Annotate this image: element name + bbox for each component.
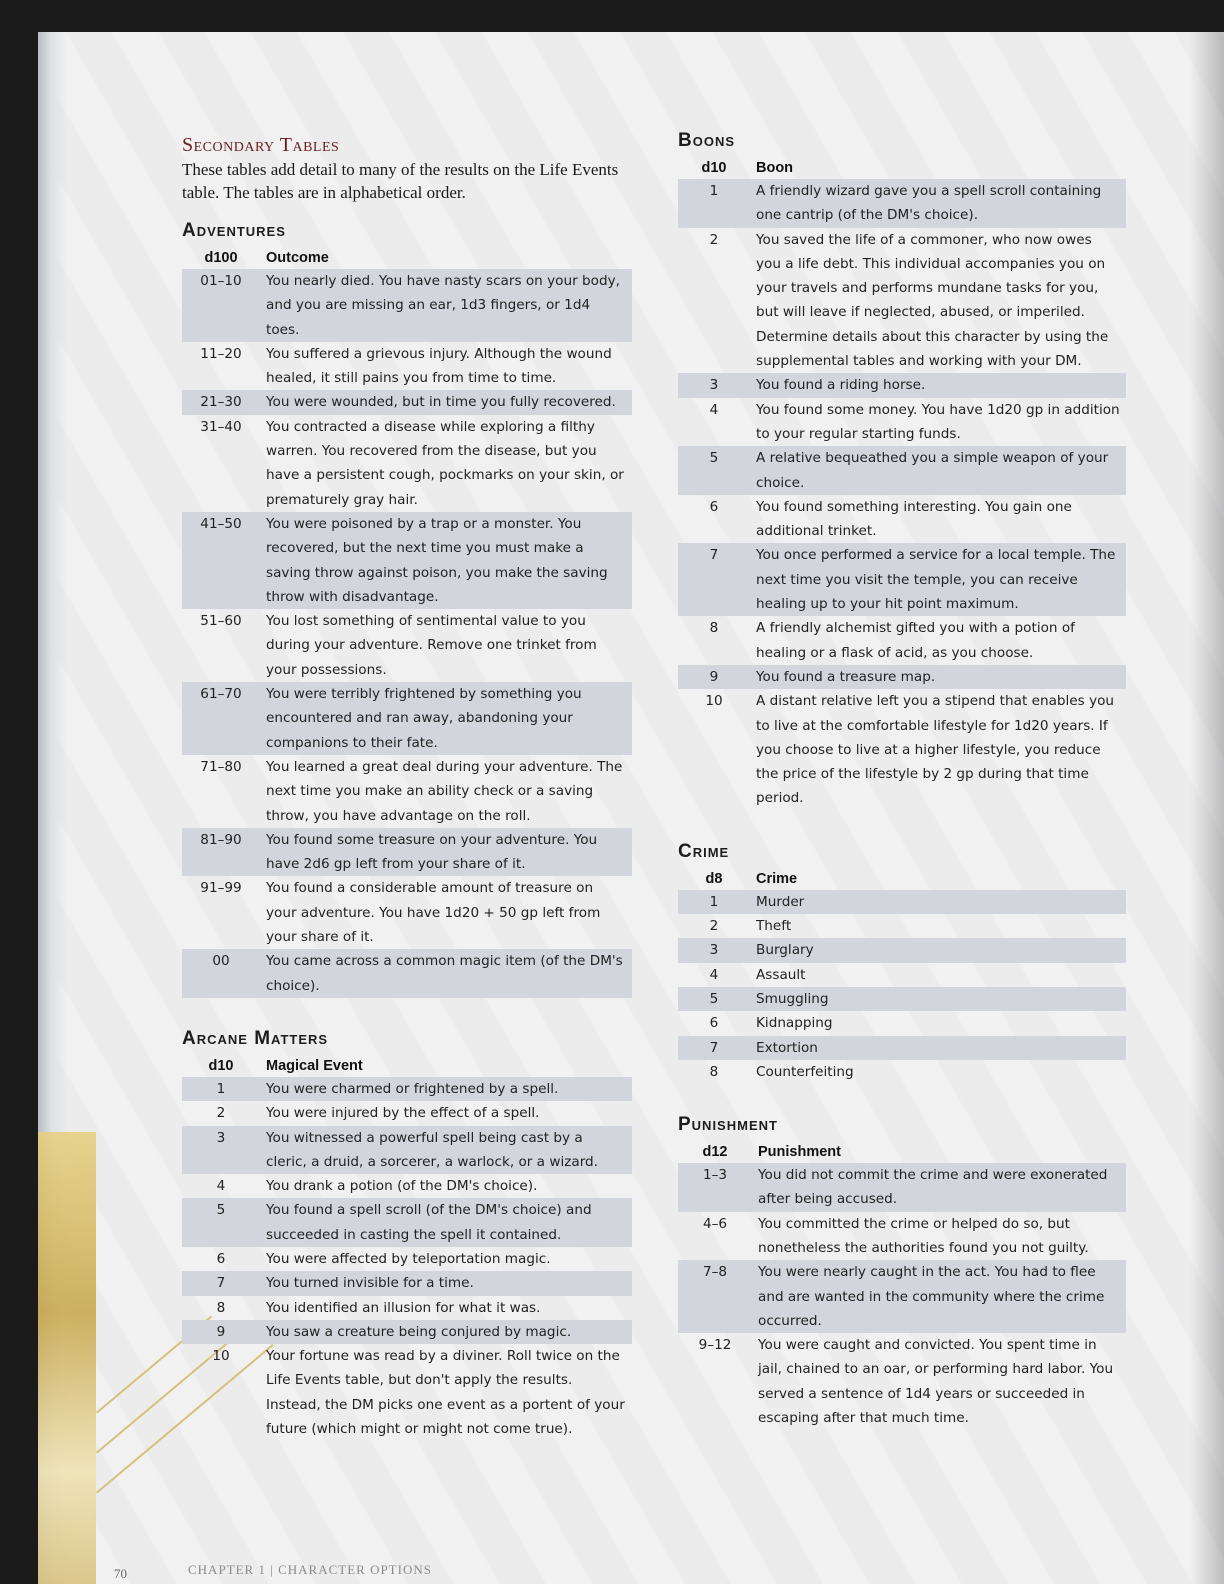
table-row xyxy=(182,1296,632,1320)
table-row xyxy=(678,1163,1126,1212)
die-roll-cell: 7 xyxy=(182,1271,260,1295)
page-fold-shadow xyxy=(1190,32,1224,1584)
text-column-header: Boon xyxy=(756,160,794,176)
result-text-cell: You found something interesting. You gain one additional trinket. xyxy=(756,498,1072,540)
die-roll-cell: 6 xyxy=(709,1015,719,1032)
text-column-header: Punishment xyxy=(758,1144,841,1161)
result-text-cell: You committed the crime or helped do so, but nonetheless the authorities found you not guilty. xyxy=(758,1215,1089,1256)
text-column-header: Crime xyxy=(756,870,798,887)
die-roll-cell: 8 xyxy=(709,620,719,637)
result-text-cell: You lost something of sentimental value to you during your adventure. Remove one trinket from your possessions. xyxy=(266,613,597,678)
table-row xyxy=(182,1126,632,1175)
result-text-cell: A friendly alchemist gifted you with a potion of healing or a flask of acid, as you choose. xyxy=(756,620,1075,661)
table-row xyxy=(182,512,632,609)
result-text-cell: You learned a great deal during your adventure. The next time you make an ability check or a saving throw, you have advantage on the roll. xyxy=(266,758,623,824)
die-roll-cell: 9 xyxy=(182,1320,260,1344)
table-row xyxy=(678,179,1126,228)
die-roll-cell: 4 xyxy=(216,1178,226,1195)
table-row xyxy=(678,890,1126,914)
boons-table xyxy=(678,130,1126,811)
table-row xyxy=(678,1333,1126,1430)
result-text-cell: You were caught and convicted. You spent time in jail, chained to an oar, or performing hard labor. You served a sentence of 1d4 years or succeeded in escaping after that much time. xyxy=(758,1337,1114,1427)
die-roll-cell: 3 xyxy=(678,938,750,962)
table-row xyxy=(678,1212,1126,1261)
result-text-cell: You once performed a service for a local temple. The next time you visit the temple, you can receive healing up to your hit point maximum. xyxy=(750,543,1126,616)
table-header-row xyxy=(182,1056,632,1077)
result-text-cell: You found a considerable amount of treasure on your adventure. You have 1d20 + 50 gp left from your share of it. xyxy=(266,880,601,946)
table-row xyxy=(182,682,632,755)
table-row xyxy=(678,1011,1126,1035)
die-roll-cell: 2 xyxy=(709,231,719,248)
die-roll-cell: 4 xyxy=(709,401,719,418)
result-text-cell: You came across a common magic item (of the DM's choice). xyxy=(260,949,632,998)
result-text-cell: You found a riding horse. xyxy=(750,373,1126,397)
result-text-cell: Your fortune was read by a diviner. Roll twice on the Life Events table, but don't apply the results. Instead, the DM picks one event as a portent of your future (which might or might not come true). xyxy=(266,1348,625,1438)
table-header-row xyxy=(678,869,1126,890)
table-row xyxy=(678,1260,1126,1333)
table-title: Arcane Matters xyxy=(182,1027,329,1049)
table-row xyxy=(678,938,1126,962)
gold-border-ornament xyxy=(38,1132,96,1584)
die-roll-cell: 9 xyxy=(678,665,750,689)
die-roll-cell: 31–40 xyxy=(200,418,242,435)
die-roll-cell: 61–70 xyxy=(182,682,260,755)
result-text-cell: You saved the life of a commoner, who now owes you a life debt. This individual accompanies you on your travels and performs mundane tasks for you, but will leave if neglected, abused, or imperiled. Determine details about this character by using the supplemental tables and working with your DM. xyxy=(756,231,1109,370)
table-row xyxy=(182,390,632,414)
result-text-cell: You were poisoned by a trap or a monster. You recovered, but the next time you must make a saving throw against poison, you make the saving throw with disadvantage. xyxy=(260,512,632,609)
result-text-cell: You turned invisible for a time. xyxy=(260,1271,632,1295)
die-roll-cell: 5 xyxy=(678,446,750,495)
die-roll-cell: 51–60 xyxy=(200,613,242,630)
section-heading: Secondary Tables xyxy=(182,134,340,156)
table-row xyxy=(182,609,632,682)
table-title: Crime xyxy=(678,840,730,862)
table-title: Boons xyxy=(678,130,736,151)
result-text-cell: Smuggling xyxy=(750,987,1126,1011)
die-roll-cell: 91–99 xyxy=(200,880,242,897)
die-roll-cell: 00 xyxy=(182,949,260,998)
result-text-cell: You were terribly frightened by something you encountered and ran away, abandoning your companions to their fate. xyxy=(260,682,632,755)
result-text-cell: Murder xyxy=(750,890,1126,914)
table-row xyxy=(182,1101,632,1125)
result-text-cell: Burglary xyxy=(750,938,1126,962)
result-text-cell: You drank a potion (of the DM's choice). xyxy=(266,1178,538,1195)
table-row xyxy=(678,1036,1126,1060)
punishment-table xyxy=(678,1114,1126,1430)
table-row xyxy=(678,914,1126,938)
result-text-cell: You were wounded, but in time you fully recovered. xyxy=(260,390,632,414)
die-roll-cell: 9–12 xyxy=(698,1337,732,1354)
table-row xyxy=(182,828,632,877)
crime-table xyxy=(678,841,1126,1084)
result-text-cell: You contracted a disease while exploring a filthy warren. You recovered from the disease, but you have a persistent cough, pockmarks on your skin, or prematurely gray hair. xyxy=(266,418,624,508)
table-title: Punishment xyxy=(678,1114,778,1136)
right-column xyxy=(678,130,1126,1460)
text-column-header: Magical Event xyxy=(266,1057,363,1074)
result-text-cell: You found some money. You have 1d20 gp in addition to your regular starting funds. xyxy=(756,401,1120,442)
table-row xyxy=(182,1077,632,1101)
table-header-row xyxy=(678,158,1126,179)
arcane-matters-table xyxy=(182,1028,632,1441)
die-column-header: d100 xyxy=(204,250,238,266)
die-roll-cell: 4 xyxy=(709,966,719,983)
result-text-cell: Assault xyxy=(756,966,806,983)
die-roll-cell: 10 xyxy=(212,1348,230,1365)
table-row xyxy=(182,755,632,828)
result-text-cell: You identified an illusion for what it was. xyxy=(266,1299,541,1316)
result-text-cell: Counterfeiting xyxy=(756,1063,854,1080)
table-title: Adventures xyxy=(182,220,286,241)
chapter-footer: CHAPTER 1 | CHARACTER OPTIONS xyxy=(188,1562,432,1577)
table-row xyxy=(182,1320,632,1344)
result-text-cell: A relative bequeathed you a simple weapon of your choice. xyxy=(750,446,1126,495)
table-header-row xyxy=(678,1142,1126,1163)
die-roll-cell: 11–20 xyxy=(200,345,242,362)
die-roll-cell: 6 xyxy=(709,498,719,515)
result-text-cell: You did not commit the crime and were exonerated after being accused. xyxy=(752,1163,1126,1212)
die-roll-cell: 01–10 xyxy=(182,269,260,342)
result-text-cell: Theft xyxy=(756,918,792,935)
table-row xyxy=(182,949,632,998)
result-text-cell: You witnessed a powerful spell being cast by a cleric, a druid, a sorcerer, a warlock, or a wizard. xyxy=(260,1126,632,1175)
table-row xyxy=(182,1271,632,1295)
result-text-cell: You were nearly caught in the act. You had to flee and are wanted in the community where the crime occurred. xyxy=(752,1260,1126,1333)
die-roll-cell: 5 xyxy=(182,1198,260,1247)
table-row xyxy=(678,228,1126,374)
left-column xyxy=(182,134,632,1471)
result-text-cell: You were injured by the effect of a spell. xyxy=(266,1105,540,1122)
die-roll-cell: 10 xyxy=(705,693,723,710)
die-roll-cell: 3 xyxy=(182,1126,260,1175)
table-row xyxy=(678,495,1126,544)
result-text-cell: You were affected by teleportation magic. xyxy=(266,1250,551,1267)
table-row xyxy=(182,342,632,391)
page-number: 70 xyxy=(114,1566,127,1581)
die-roll-cell: 2 xyxy=(216,1105,226,1122)
table-row xyxy=(678,398,1126,447)
die-roll-cell: 8 xyxy=(709,1063,719,1080)
text-column-header: Outcome xyxy=(266,250,329,266)
table-row xyxy=(182,415,632,512)
die-column-header: d12 xyxy=(702,1144,728,1161)
die-roll-cell: 1 xyxy=(678,890,750,914)
die-roll-cell: 7 xyxy=(678,1036,750,1060)
die-column-header: d10 xyxy=(701,160,727,176)
die-column-header: d10 xyxy=(208,1057,234,1074)
result-text-cell: Extortion xyxy=(750,1036,1126,1060)
result-text-cell: You found a treasure map. xyxy=(750,665,1126,689)
die-roll-cell: 71–80 xyxy=(200,758,242,775)
die-roll-cell: 8 xyxy=(216,1299,226,1316)
result-text-cell: A friendly wizard gave you a spell scroll containing one cantrip (of the DM's choice). xyxy=(750,179,1126,228)
die-roll-cell: 6 xyxy=(216,1250,226,1267)
result-text-cell: A distant relative left you a stipend that enables you to live at the comfortable lifestyle for 1d20 years. If you choose to live at a higher lifestyle, you reduce the price of the lifestyle by 2 gp during that time period. xyxy=(756,693,1115,807)
table-row xyxy=(182,1247,632,1271)
die-roll-cell: 41–50 xyxy=(182,512,260,609)
book-page xyxy=(38,32,1224,1584)
result-text-cell: You found a spell scroll (of the DM's choice) and succeeded in casting the spell it contained. xyxy=(260,1198,632,1247)
table-row xyxy=(678,963,1126,987)
result-text-cell: Kidnapping xyxy=(756,1015,833,1032)
table-row xyxy=(182,1198,632,1247)
table-row xyxy=(182,876,632,949)
die-roll-cell: 1 xyxy=(678,179,750,228)
table-header-row xyxy=(182,248,632,269)
table-row xyxy=(182,1174,632,1198)
result-text-cell: You suffered a grievous injury. Although the wound healed, it still pains you from time to time. xyxy=(266,345,612,387)
die-roll-cell: 1 xyxy=(182,1077,260,1101)
result-text-cell: You saw a creature being conjured by magic. xyxy=(260,1320,632,1344)
table-row xyxy=(678,373,1126,397)
die-roll-cell: 4–6 xyxy=(702,1215,728,1232)
die-roll-cell: 1–3 xyxy=(678,1163,752,1212)
section-intro: These tables add detail to many of the results on the Life Events table. The tables are in alphabetical order. xyxy=(182,160,619,202)
table-row xyxy=(678,1060,1126,1084)
die-column-header: d8 xyxy=(705,870,723,887)
table-row xyxy=(182,1344,632,1441)
table-row xyxy=(678,446,1126,495)
adventures-table xyxy=(182,220,632,998)
table-row xyxy=(678,616,1126,665)
die-roll-cell: 2 xyxy=(709,918,719,935)
table-row xyxy=(678,543,1126,616)
die-roll-cell: 3 xyxy=(678,373,750,397)
die-roll-cell: 81–90 xyxy=(182,828,260,877)
table-row xyxy=(678,665,1126,689)
table-row xyxy=(678,689,1126,810)
die-roll-cell: 5 xyxy=(678,987,750,1011)
result-text-cell: You nearly died. You have nasty scars on your body, and you are missing an ear, 1d3 fingers, or 1d4 toes. xyxy=(260,269,632,342)
die-roll-cell: 21–30 xyxy=(182,390,260,414)
table-row xyxy=(182,269,632,342)
die-roll-cell: 7 xyxy=(678,543,750,616)
result-text-cell: You were charmed or frightened by a spell. xyxy=(260,1077,632,1101)
die-roll-cell: 7–8 xyxy=(678,1260,752,1333)
table-row xyxy=(678,987,1126,1011)
result-text-cell: You found some treasure on your adventure. You have 2d6 gp left from your share of it. xyxy=(260,828,632,877)
